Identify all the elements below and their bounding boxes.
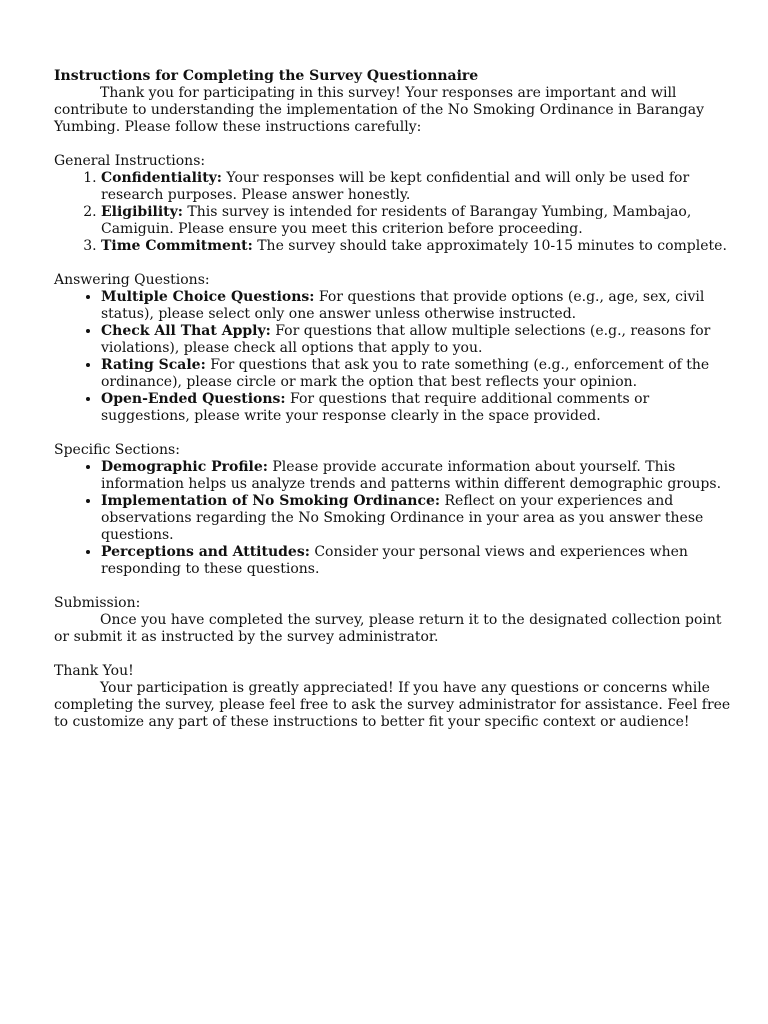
item-term: Multiple Choice Questions:: [101, 289, 315, 305]
item-term: Implementation of No Smoking Ordinance:: [101, 493, 441, 509]
item-term: Demographic Profile:: [101, 459, 268, 475]
answering-questions-heading: Answering Questions:: [54, 272, 210, 288]
answering-questions-list: [54, 289, 738, 425]
item-text: Please provide accurate information about yourself. This information helps us analyze trends and patterns within different demographic groups.: [101, 459, 722, 492]
item-text: For questions that require additional comments or suggestions, please write your response clearly in the space provided.: [101, 391, 650, 424]
list-item: [101, 170, 738, 204]
list-item: [101, 544, 738, 578]
list-item: [101, 459, 738, 493]
list-item: [101, 238, 738, 255]
list-item: [101, 289, 738, 323]
list-item: [101, 391, 738, 425]
item-term: Open-Ended Questions:: [101, 391, 286, 407]
thank-you-heading: Thank You!: [54, 663, 134, 679]
intro-paragraph: Thank you for participating in this survey! Your responses are important and will contribute to understanding the implementation of the No Smoking Ordinance in Barangay Yumbing. Please follow these instructions carefully:: [54, 85, 705, 135]
item-term: Confidentiality:: [101, 170, 222, 186]
list-item: [101, 323, 738, 357]
specific-sections-list: [54, 459, 738, 578]
item-text: This survey is intended for residents of Barangay Yumbing, Mambajao, Camiguin. Please ensure you meet this criterion before proceeding.: [101, 204, 692, 237]
submission-heading: Submission:: [54, 595, 141, 611]
list-item: [101, 493, 738, 544]
item-text: For questions that allow multiple selections (e.g., reasons for violations), please check all options that apply to you.: [101, 323, 711, 356]
submission-paragraph: Once you have completed the survey, please return it to the designated collection point or submit it as instructed by the survey administrator.: [54, 612, 722, 645]
item-term: Perceptions and Attitudes:: [101, 544, 310, 560]
list-item: [101, 357, 738, 391]
item-text: Your responses will be kept confidential and will only be used for research purposes. Please answer honestly.: [101, 170, 690, 203]
specific-sections-heading: Specific Sections:: [54, 442, 180, 458]
thank-you-paragraph: Your participation is greatly appreciated! If you have any questions or concerns while completing the survey, please feel free to ask the survey administrator for assistance. Feel free to customize any part of these instructions to better fit your specific context or audience!: [54, 680, 731, 730]
item-text: Consider your personal views and experiences when responding to these questions.: [101, 544, 688, 577]
item-term: Check All That Apply:: [101, 323, 271, 339]
item-text: Reflect on your experiences and observations regarding the No Smoking Ordinance in your area as you answer these questions.: [101, 493, 704, 543]
list-item: [101, 204, 738, 238]
document-title: Instructions for Completing the Survey Questionnaire: [54, 68, 479, 84]
item-text: For questions that ask you to rate something (e.g., enforcement of the ordinance), please circle or mark the option that best reflects your opinion.: [101, 357, 710, 390]
item-term: Rating Scale:: [101, 357, 206, 373]
item-text: The survey should take approximately 10-15 minutes to complete.: [252, 238, 727, 254]
item-term: Time Commitment:: [101, 238, 253, 254]
item-term: Eligibility:: [101, 204, 183, 220]
item-text: For questions that provide options (e.g., age, sex, civil status), please select only one answer unless otherwise instructed.: [101, 289, 705, 322]
general-instructions-list: [54, 170, 738, 255]
general-instructions-heading: General Instructions:: [54, 153, 206, 169]
